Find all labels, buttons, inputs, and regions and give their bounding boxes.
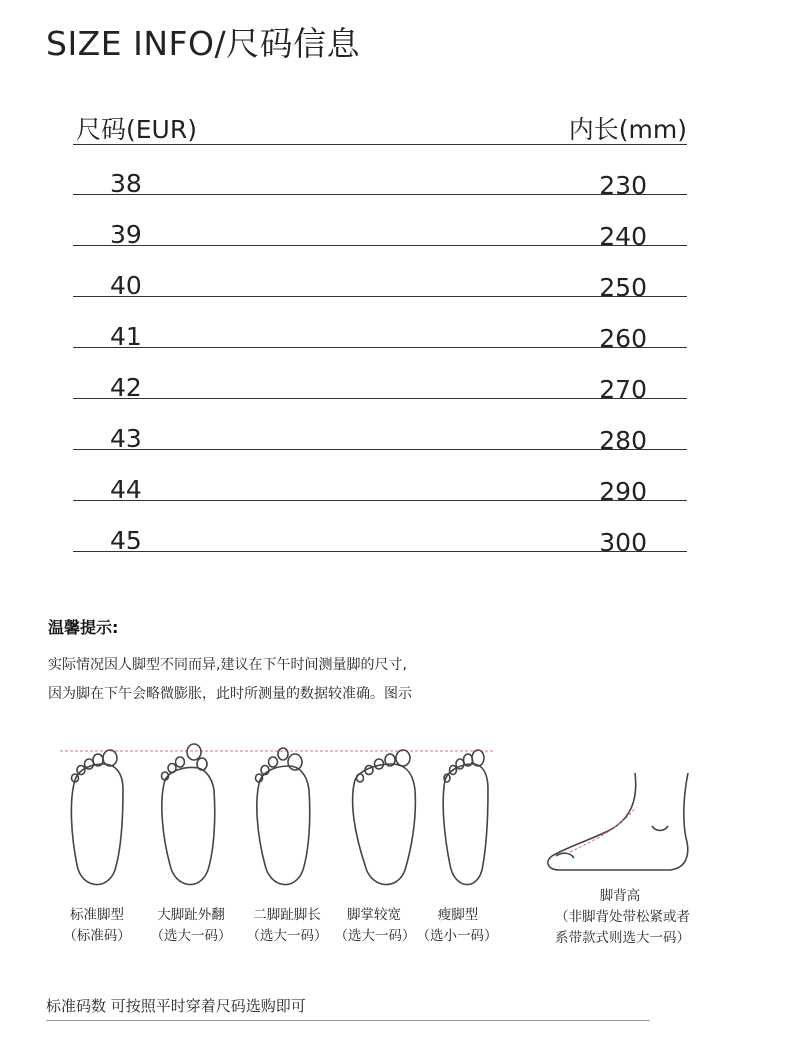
foot-advice-wide: （选大一码）: [334, 928, 416, 944]
length-cell: 250: [599, 273, 647, 302]
size-cell: 40: [110, 271, 142, 300]
foot-standard-icon: [71, 750, 123, 885]
size-row: [73, 297, 687, 353]
size-cell: 45: [110, 526, 142, 555]
size-cell: 44: [110, 475, 142, 504]
size-row: [73, 501, 687, 557]
foot-high-instep-icon: [540, 768, 700, 878]
size-row: [73, 450, 687, 506]
size-cell: 41: [110, 322, 142, 351]
length-cell: 270: [599, 375, 647, 404]
size-cell: 39: [110, 220, 142, 249]
foot-bunion-icon: [162, 744, 215, 885]
foot-label-bunion: 大脚趾外翻: [157, 907, 225, 923]
size-row: [73, 144, 687, 200]
page-title: SIZE INFO/尺码信息: [46, 24, 361, 63]
size-cell: 38: [110, 169, 142, 198]
foot-advice-long-toe: （选大一码）: [246, 928, 328, 944]
header-length: 内长(mm): [568, 115, 687, 144]
tips-line-1: 实际情况因人脚型不同而异,建议在下午时间测量脚的尺寸,: [48, 657, 407, 673]
foot-wide-icon: [353, 750, 416, 885]
foot-types-illustration: [55, 740, 505, 900]
length-cell: 300: [599, 528, 647, 557]
length-cell: 260: [599, 324, 647, 353]
foot-label-wide: 脚掌较宽: [347, 907, 401, 923]
foot-advice-standard: （标准码）: [63, 928, 131, 944]
instep-advice-line-1: （非脚背处带松紧或者: [555, 909, 690, 925]
foot-advice-narrow: （选小一码）: [416, 928, 498, 944]
header-size: 尺码(EUR): [76, 115, 197, 144]
size-cell: 43: [110, 424, 142, 453]
length-cell: 230: [599, 171, 647, 200]
size-row: [73, 246, 687, 302]
instep-advice-line-2: 系带款式则选大一码）: [555, 930, 690, 946]
size-row: [73, 399, 687, 455]
foot-label-long-toe: 二脚趾脚长: [253, 907, 321, 923]
length-cell: 280: [599, 426, 647, 455]
size-row: [73, 195, 687, 251]
foot-label-standard: 标准脚型: [70, 907, 124, 923]
size-table-header: [73, 108, 687, 145]
footer-divider: [46, 1020, 650, 1021]
foot-narrow-icon: [443, 750, 488, 885]
foot-label-narrow: 瘦脚型: [437, 907, 479, 923]
length-cell: 240: [599, 222, 647, 251]
tips-title: 温馨提示:: [48, 618, 119, 637]
size-row: [73, 348, 687, 404]
footer-note: 标准码数 可按照平时穿着尺码选购即可: [46, 997, 306, 1015]
foot-advice-bunion: （选大一码）: [150, 928, 232, 944]
foot-long-second-toe-icon: [256, 748, 310, 885]
tips-line-2: 因为脚在下午会略微膨胀，此时所测量的数据较准确。图示: [48, 686, 412, 702]
length-cell: 290: [599, 477, 647, 506]
instep-label: 脚背高: [599, 888, 641, 904]
size-cell: 42: [110, 373, 142, 402]
